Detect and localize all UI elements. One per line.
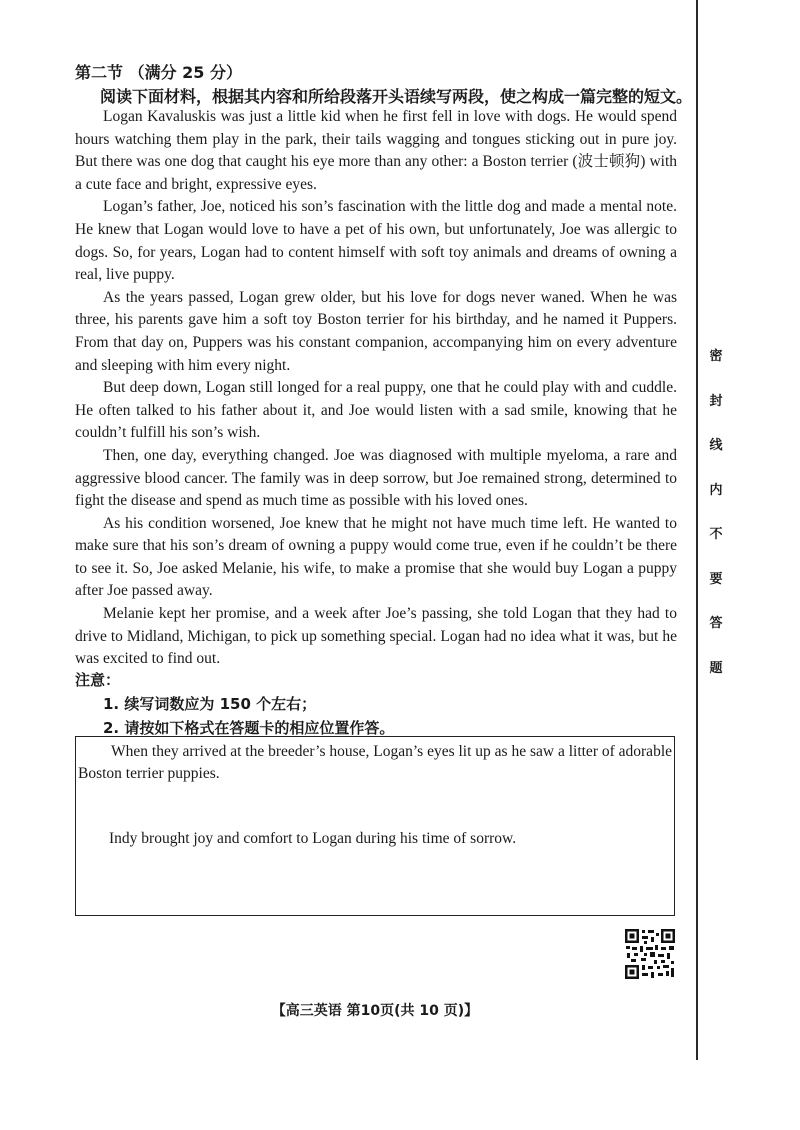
passage-paragraph: As his condition worsened, Joe knew that he might not have much time left. He wanted to make sure that his son’s dream of owning a puppy would come true, even if he couldn’t be there to see it. So, Joe asked Melanie, his wife, to make a promise that she would buy Logan a puppy after Joe passed away. bbox=[75, 514, 677, 600]
passage-paragraph: Logan Kavaluskis was just a little kid when he first fell in love with dogs. He would spend hours watching them play in the park, their tails wagging and tongues sticking out in pure joy. But there was one dog that caught his eye more than any other: a Boston terrier (波士顿狗) with a cute face and bright, expressive eyes. bbox=[75, 108, 677, 193]
notes-label: 注意： bbox=[75, 671, 121, 689]
reading-passage bbox=[75, 106, 677, 671]
binding-char: 内 bbox=[709, 482, 723, 498]
binding-char: 密 bbox=[709, 349, 723, 364]
binding-char: 要 bbox=[709, 571, 723, 587]
passage-paragraph: As the years passed, Logan grew older, but his love for dogs never waned. When he was three, his parents gave him a soft toy Boston terrier for his birthday, and he named it Puppers. From that day on, Puppers was his constant companion, accompanying him on every adventure and sleeping with him every night. bbox=[75, 288, 677, 374]
binding-char: 不 bbox=[709, 527, 723, 542]
passage-paragraph: Then, one day, everything changed. Joe was diagnosed with multiple myeloma, a rare and aggressive blood cancer. The family was in deep sorrow, but Joe remained strong, determined to fight the disease and spend as much time as possible with his loved ones. bbox=[75, 446, 677, 510]
page-footer: 【高三英语 第10页(共 10 页)】 bbox=[271, 1003, 479, 1019]
notes-section bbox=[75, 668, 394, 740]
note-item: 1. 续写词数应为 150 个左右； bbox=[103, 695, 317, 713]
binding-char: 题 bbox=[709, 660, 723, 676]
passage-paragraph: Melanie kept her promise, and a week after Joe’s passing, she told Logan that they had to drive to Midland, Michigan, to pick up something special. Logan had no idea what it was, but he was excited to find out. bbox=[75, 605, 677, 668]
section-instruction: 阅读下面材料，根据其内容和所给段落开头语续写两段，使之构成一篇完整的短文。 bbox=[100, 87, 693, 106]
answer-box bbox=[75, 736, 675, 916]
continuation-para2-start: Indy brought joy and comfort to Logan during his time of sorrow. bbox=[109, 830, 517, 847]
passage-paragraph: But deep down, Logan still longed for a real puppy, one that he could play with and cuddle. He often talked to his father about it, and Joe would listen with a sad smile, knowing that he couldn’t fulfill his son’s wish. bbox=[75, 379, 677, 442]
passage-paragraph: Logan’s father, Joe, noticed his son’s fascination with the little dog and made a mental note. He knew that Logan would love to have a pet of his own, but unfortunately, Joe was allergic to dogs. So, for years, Logan had to content himself with soft toy animals and dreams of owning a real, live puppy. bbox=[75, 198, 677, 284]
binding-notice bbox=[706, 345, 726, 701]
binding-char: 封 bbox=[709, 393, 723, 409]
section-title: 第二节 （满分 25 分） bbox=[75, 63, 242, 82]
binding-char: 答 bbox=[709, 616, 723, 631]
continuation-para1-start: When they arrived at the breeder’s house, Logan’s eyes lit up as he saw a litter of adorable Boston terrier puppies. bbox=[78, 743, 672, 782]
qr-code-icon bbox=[624, 928, 676, 980]
note-item: 2. 请按如下格式在答题卡的相应位置作答。 bbox=[103, 719, 395, 737]
binding-char: 线 bbox=[709, 438, 723, 453]
binding-line bbox=[696, 0, 698, 1060]
